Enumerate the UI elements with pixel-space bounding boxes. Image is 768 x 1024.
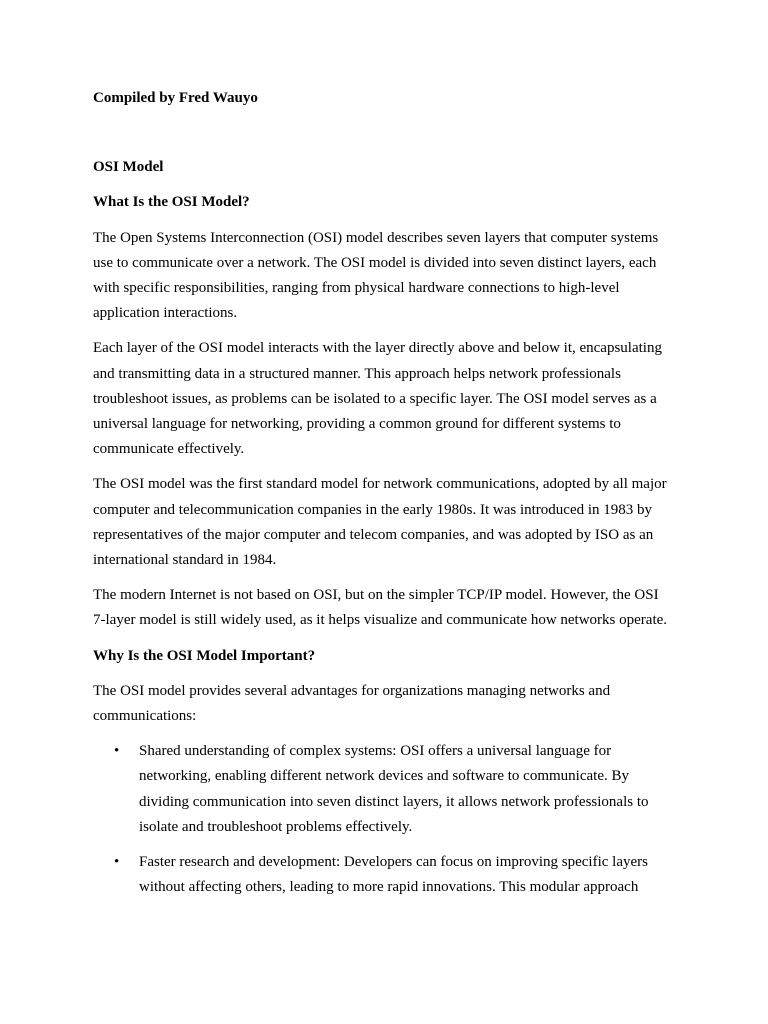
spacer [93,111,668,155]
document-page [93,86,668,910]
bullet-icon: • [114,854,120,871]
section-heading-what-is: What Is the OSI Model? [93,194,250,211]
list-item [93,739,668,840]
paragraph-3: The OSI model was the first standard model for network communications, adopted by all major computer and telecommunication companies in the early 1980s. It was introduced in 1983 by representatives of the major computer and telecom companies, and was adopted by ISO as an international standard in 1984. [93,476,667,569]
section-heading-why-important: Why Is the OSI Model Important? [93,647,316,664]
list-item-text: Faster research and development: Developers can focus on improving specific layers without affecting others, leading to more rapid innovations. This modular approach [139,854,648,896]
advantages-list [93,739,668,900]
list-item-text: Shared understanding of complex systems: OSI offers a universal language for networking, enabling different network devices and software to communicate. By dividing communication into seven distinct layers, it allows network professionals to isolate and troubleshoot problems effectively. [139,743,649,835]
paragraph-4: The modern Internet is not based on OSI, but on the simpler TCP/IP model. However, the OSI 7-layer model is still widely used, as it helps visualize and communicate how networks operate. [93,587,668,629]
section-intro: The OSI model provides several advantages for organizations managing networks and communications: [93,682,611,725]
document-title: OSI Model [93,159,164,176]
paragraph-1: The Open Systems Interconnection (OSI) model describes seven layers that computer systems use to communicate over a network. The OSI model is divided into seven distinct layers, each with specific responsibilities, ranging from physical hardware connections to high-level application interactions. [93,229,659,322]
author-line: Compiled by Fred Wauyo [93,90,258,106]
paragraph-2: Each layer of the OSI model interacts with the layer directly above and below it, encapsulating and transmitting data in a structured manner. This approach helps network professionals troubleshoot issues, as problems can be isolated to a specific layer. The OSI model serves as a universal language for networking, providing a common ground for different systems to communicate effectively. [93,340,662,458]
bullet-icon: • [114,743,120,760]
list-item [93,850,668,900]
